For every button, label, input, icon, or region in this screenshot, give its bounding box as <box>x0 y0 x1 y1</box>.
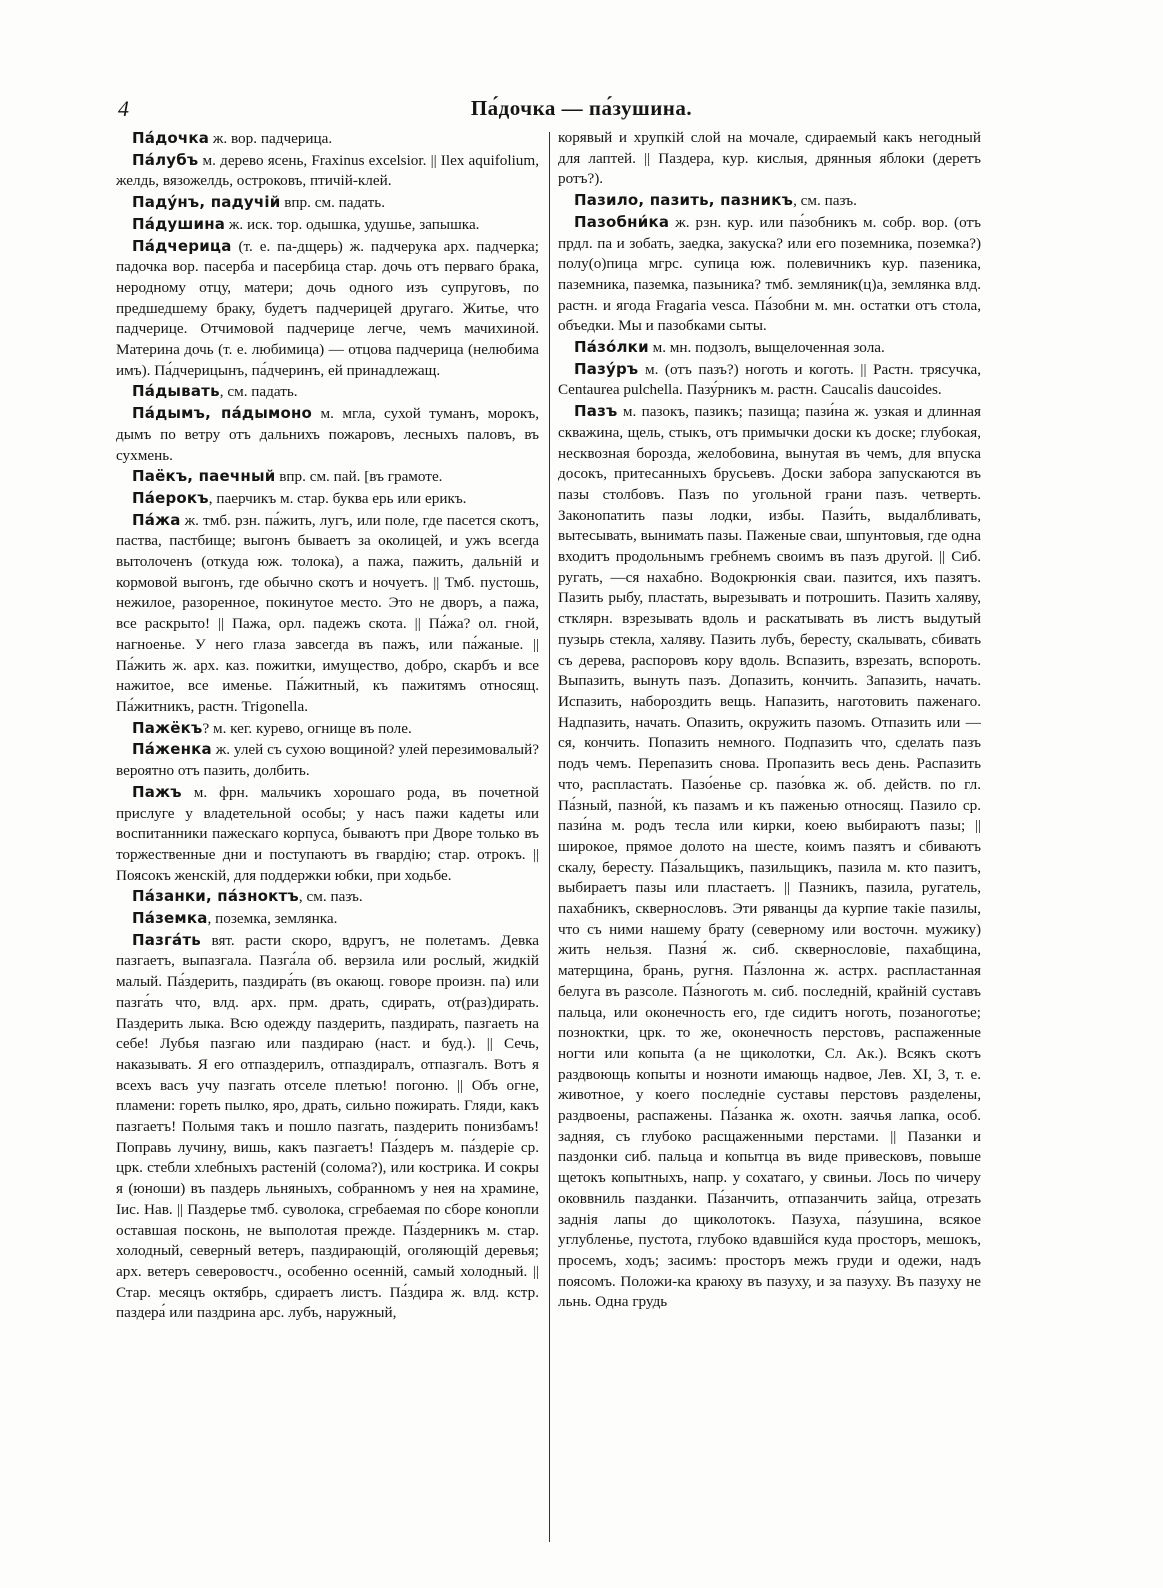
dictionary-entry <box>116 403 539 466</box>
entry-headword: Паёкъ, паечный <box>132 467 276 486</box>
dictionary-entry <box>558 190 981 212</box>
dictionary-entry <box>116 381 539 403</box>
dictionary-entry <box>558 359 981 401</box>
entry-headword: Па́душина <box>132 214 226 233</box>
entry-text: (т. е. па-дщерь) ж. падчерука арх. падчерка; падочка вор. пасерба и пасербица стар. дочь отъ перваго брака, неродному отцу, матери; дочь одного изъ супруговъ, по предшедшему браку, будетъ падчерицей другаго. Житье, что падчерице. Отчимовой падчерице легче, чемъ мачихиной. Материна дочь (т. е. любимица) — отцова падчерица (нелюбима имъ). Па́дчерицынъ, па́дчеринъ, ей принадлежащ. <box>116 237 539 379</box>
entry-text: , см. падать. <box>219 383 298 401</box>
dictionary-entry <box>558 128 981 190</box>
dictionary-entry <box>116 214 539 236</box>
entry-headword: Пажёкъ <box>132 718 203 737</box>
dictionary-entry <box>116 739 539 781</box>
entry-text: м. дерево ясень, Fraxinus excelsior. || Ilex aquifolium, желдь, вязожелдь, остроковъ, птичій-клей. <box>116 151 539 190</box>
entry-headword: Па́лубъ <box>132 150 199 169</box>
entry-headword: Пазило, пазить, пазникъ <box>574 191 794 210</box>
entry-headword: Пазга́ть <box>132 930 201 949</box>
entry-headword: Пазобни́ка <box>574 212 670 231</box>
entry-text: м. мгла, сухой туманъ, морокъ, дымъ по ветру отъ дальнихъ пожаровъ, лесныхъ паловъ, въ сухмень. <box>116 405 539 464</box>
entry-headword: Па́зо́лки <box>574 338 649 357</box>
entry-text: , поземка, землянка. <box>207 910 338 928</box>
dictionary-entry <box>116 128 539 150</box>
dictionary-entry <box>116 192 539 214</box>
entry-text: ж. рзн. кур. или па́зобникъ м. собр. вор. (отъ прдл. па и зобать, заедка, закуска? или его поземника, поземка?) полу(о)пица мгрс. супица юж. полевичникъ кур. пазеника, паземника, паземка, пазыника? тмб. земляник(ц)а, землянка влд. растн. и ягода Fragaria vesca. Па́зобни м. мн. остатки отъ стола, объедки. Мы и пазобками сыты. <box>558 213 981 335</box>
entry-text: , паерчикъ м. стар. буква ерь или ерикъ. <box>208 489 467 507</box>
dictionary-entry <box>558 212 981 337</box>
entry-text: ж. улей съ сухою вощиной? улей перезимовалый? вероятно отъ пазить, долбить. <box>116 741 539 780</box>
dictionary-entry <box>116 930 539 1324</box>
dictionary-entry <box>116 488 539 510</box>
dictionary-entry <box>116 236 539 382</box>
entry-text: , см. пазъ. <box>793 192 857 210</box>
entry-text: ж. иск. тор. одышка, удушье, запышка. <box>225 215 480 233</box>
entry-text: , см. пазъ. <box>298 888 363 906</box>
entry-headword: Па́земка <box>132 909 208 928</box>
entry-text: м. фрн. мальчикъ хорошаго рода, въ почетной прислуге у владетельной особы; у насъ пажи кадеты или воспитанники пажескаго корпуса, бываютъ при Дворе только въ торжественные дни и поступаютъ въ гвардію; стар. отрокъ. || Поясокъ женскій, для поддержки юбки, при ходьбе. <box>116 783 539 884</box>
entry-headword: Пазу́ръ <box>574 359 639 378</box>
entry-headword: Па́дымъ, па́дымоно <box>132 404 313 423</box>
running-title: Па́дочка — па́зушина. <box>470 96 693 120</box>
entry-text: м. (отъ пазъ?) ноготь и коготь. || Растн. трясучка, Centaurea pulchella. Пазу́рникъ м. растн. Caucalis daucoides. <box>558 360 981 399</box>
entry-text: м. мн. подзолъ, выщелоченная зола. <box>648 339 885 357</box>
entry-headword: Паду́нъ, падучій <box>132 193 281 212</box>
entry-headword: Пажъ <box>132 782 182 801</box>
dictionary-entry <box>116 718 539 740</box>
entry-text: ж. тмб. рзн. па́жить, лугъ, или поле, где пасется скотъ, паства, пастбище; выгонъ бываетъ за околицей, и ужъ всегда вытолоченъ (откуда юж. толока), а пажа, пажить, дальній и кормовой выгонъ, где обычно скотъ и ночуетъ. || Тмб. пустошь, нежилое, разоренное, покинутое место. Это не дворъ, а пажа, все раскрыто! || Пажа, орл. падежъ скота. || Па́жа? ол. гной, нагноенье. У него глаза завсегда въ пажъ, или па́жаные. || Па́жить ж. арх. каз. пожитки, имущество, добро, скарбъ и все нажитое, все именье. Па́житный, къ пажитямъ относящ. Па́житникъ, растн. Trigonella. <box>116 511 539 715</box>
entry-headword: Па́дочка <box>132 129 210 147</box>
entry-text: ж. вор. падчерица. <box>209 130 333 147</box>
entry-headword: Па́дчерица <box>132 236 232 255</box>
dictionary-entry <box>116 150 539 192</box>
right-column <box>558 128 981 1546</box>
column-divider <box>549 132 550 1542</box>
entry-text: м. пазокъ, пазикъ; пазища; пази́на ж. узкая и длинная скважина, щель, стыкъ, отъ примычки доски къ доске; глубокая, несквозная борозда, желобовина, вынутая въ чемъ, для впуска досокъ, притесанныхъ брусьевъ. Доски забора запускаются въ пазы столбовъ. Пазъ по угольной грани пазъ. четверть. Законопатить пазы лодки, избы. Пази́ть, выдалбливать, вытесывать, вынимать пазы. Паженые сваи, шпунтовыя, где одна входитъ продольнымъ гребнемъ своимъ въ пазъ другой. || Сиб. ругать, —ся нахабно. Водокрюнкія сваи. пазится, ихъ пазятъ. Пазить рыбу, пластать, вырезывать и потрошить. Пазить халяву, стклярн. взрезывать вдоль и раскатывать въ листъ выдутый пузырь стекла, халяву. Пазить лубъ, бересту, скалывать, сбивать съ дерева, распоровъ кору вдоль. Вспазить, взрезать, вспороть. Выпазить, вынуть пазъ. Допазить, кончить. Запазить, начать. Испазить, набороздить вещь. Напазить, наготовить паженаго. Надпазить, начать. Опазить, окружить пазомъ. Отпазить или —ся, кончить. Попазить немного. Подпазить что, сделать пазъ подъ чемъ. Перепазить снова. Пропазить весь день. Распазить что, распластать. Пазо́енье ср. пазо́вка ж. об. действ. по гл. Па́зный, пазно́й, къ пазамъ и къ паженью относящ. Пазило ср. пази́на м. родъ тесла или кирки, коею выбираютъ пазы; || широкое, прямое долото на шесте, коимъ пазятъ и сбиваютъ скалу, бересту. Па́зальщикъ, пазильщикъ, пазила м. кто пазитъ, выбираетъ пазы или пластаетъ. || Пазникъ, пазила, ругатель, пахабникъ, сквернословъ. Эти ряванцы да курпие такіе пазилы, что съ ними нашему брату (северному или восточн. мужику) жить нельзя. Пазня́ ж. сиб. сквернословіе, пахабщина, матерщина, брань, ругня. Па́злонна ж. астрх. распластанная белуга въ разсоле. Па́зноготь м. сиб. последній, крайній суставъ пальца, или оконечность его, где сидитъ ноготь, позаноготье; позноктки, црк. то же, оконечность перстовъ, распаженные ногти или копыта (а не щиколотки, Сл. Ак.). Всякъ скотъ раздвоющь копыты и нозноти имающь надвое, Лев. XI, 3, т. е. животное, у коего последніе суставы перстовъ разделены, раздвоены, распажены. Па́занка ж. охотн. заячья лапка, особ. задняя, съ глубоко расщаженными перстами. || Пазанки и паздонки сиб. пальца и копытца въ виде привесковъ, повыше щетокъ копытныхъ, напр. у сохатаго, у свиньи. Лось по чичеру оковвниль пазданки. Па́занчить, отпазанчить зайца, отрезать заднія лапы до щиколотокъ. Пазуха, па́зушина, всякое углубленье, пустота, глубоко вдавшійся куда просторъ, мешокъ, просемъ, ходъ; засимъ: просторъ межъ груди и одежи, надъ поясомъ. Положи-ка краюху въ пазуху, и за пазуху. Въ пазуху не льнь. Одна грудь <box>558 403 981 1311</box>
entry-headword: Пазъ <box>574 402 618 421</box>
left-column <box>116 128 539 1546</box>
entry-headword: Па́женка <box>132 740 212 759</box>
entry-text: вят. расти скоро, вдругъ, не полетамъ. Девка пазгаетъ, выпазгала. Пазга́ла об. верзила или рослый, жидкій малый. Па́здерить, паздира́ть (въ окающ. говоре произн. па) или пазга́ть что, влд. арх. прм. драть, сдирать, от(раз)дирать. Паздерить лыка. Всю одежду паздерить, паздирать, пазгаеть на себе! Лубья пазгаю или паздираю (наст. и буд.). || Сечь, наказывать. Я его отпаздерилъ, отпаздиралъ, отпазгалъ. Вотъ я всехъ васъ учу пазгать отселе плетью! погоню. || Объ огне, пламени: гореть пылко, яро, драть, сильно пожирать. Гляди, какъ пазгаетъ! Полымя такъ и пошло пазгать, паздерить понизбамъ! Поправь лучину, вишь, какъ пазгаетъ! Па́здеръ м. па́здеріе ср. црк. стебли хлебныхъ растеній (солома?), или кострика. И сокры я (юноши) въ паздерь льняныхъ, собранномъ у нея на храмине, Іис. Нав. || Паздерье тмб. суволока, сгребаемая по сборе конопли оставшая посконь, не выполотая прежде. Па́здерникъ м. стар. холодный, северный ветеръ, паздирающій, оголяющій деревья; арх. ветеръ северовостч., особенно осенній, самый холодный. || Стар. месяцъ октябрь, сдираетъ листъ. Па́здира ж. влд. кстр. паздера́ или паздрина арс. лубъ, наружный, <box>116 931 539 1322</box>
page-number: 4 <box>118 96 129 121</box>
entry-text: впр. см. пай. [въ грамоте. <box>275 468 443 486</box>
dictionary-entry <box>116 782 539 887</box>
entry-headword: Па́жа <box>132 510 181 529</box>
entry-text: впр. см. падать. <box>280 194 385 212</box>
dictionary-entry <box>558 401 981 1313</box>
entry-headword: Па́ерокъ <box>132 488 209 507</box>
entry-headword: Па́занки, па́зноктъ <box>132 887 299 906</box>
dictionary-entry <box>116 466 539 488</box>
entry-text: корявый и хрупкій слой на мочале, сдираемый какъ негодный для лаптей. || Паздера, кур. кислыя, дрянныя яблоки (деретъ ротъ?). <box>558 129 981 188</box>
dictionary-entry <box>116 510 539 718</box>
dictionary-entry <box>116 886 539 908</box>
dictionary-entry <box>558 337 981 359</box>
dictionary-entry <box>116 908 539 930</box>
entry-headword: Па́дывать <box>132 382 220 401</box>
entry-text: ? м. кег. курево, огнище въ поле. <box>202 719 412 737</box>
